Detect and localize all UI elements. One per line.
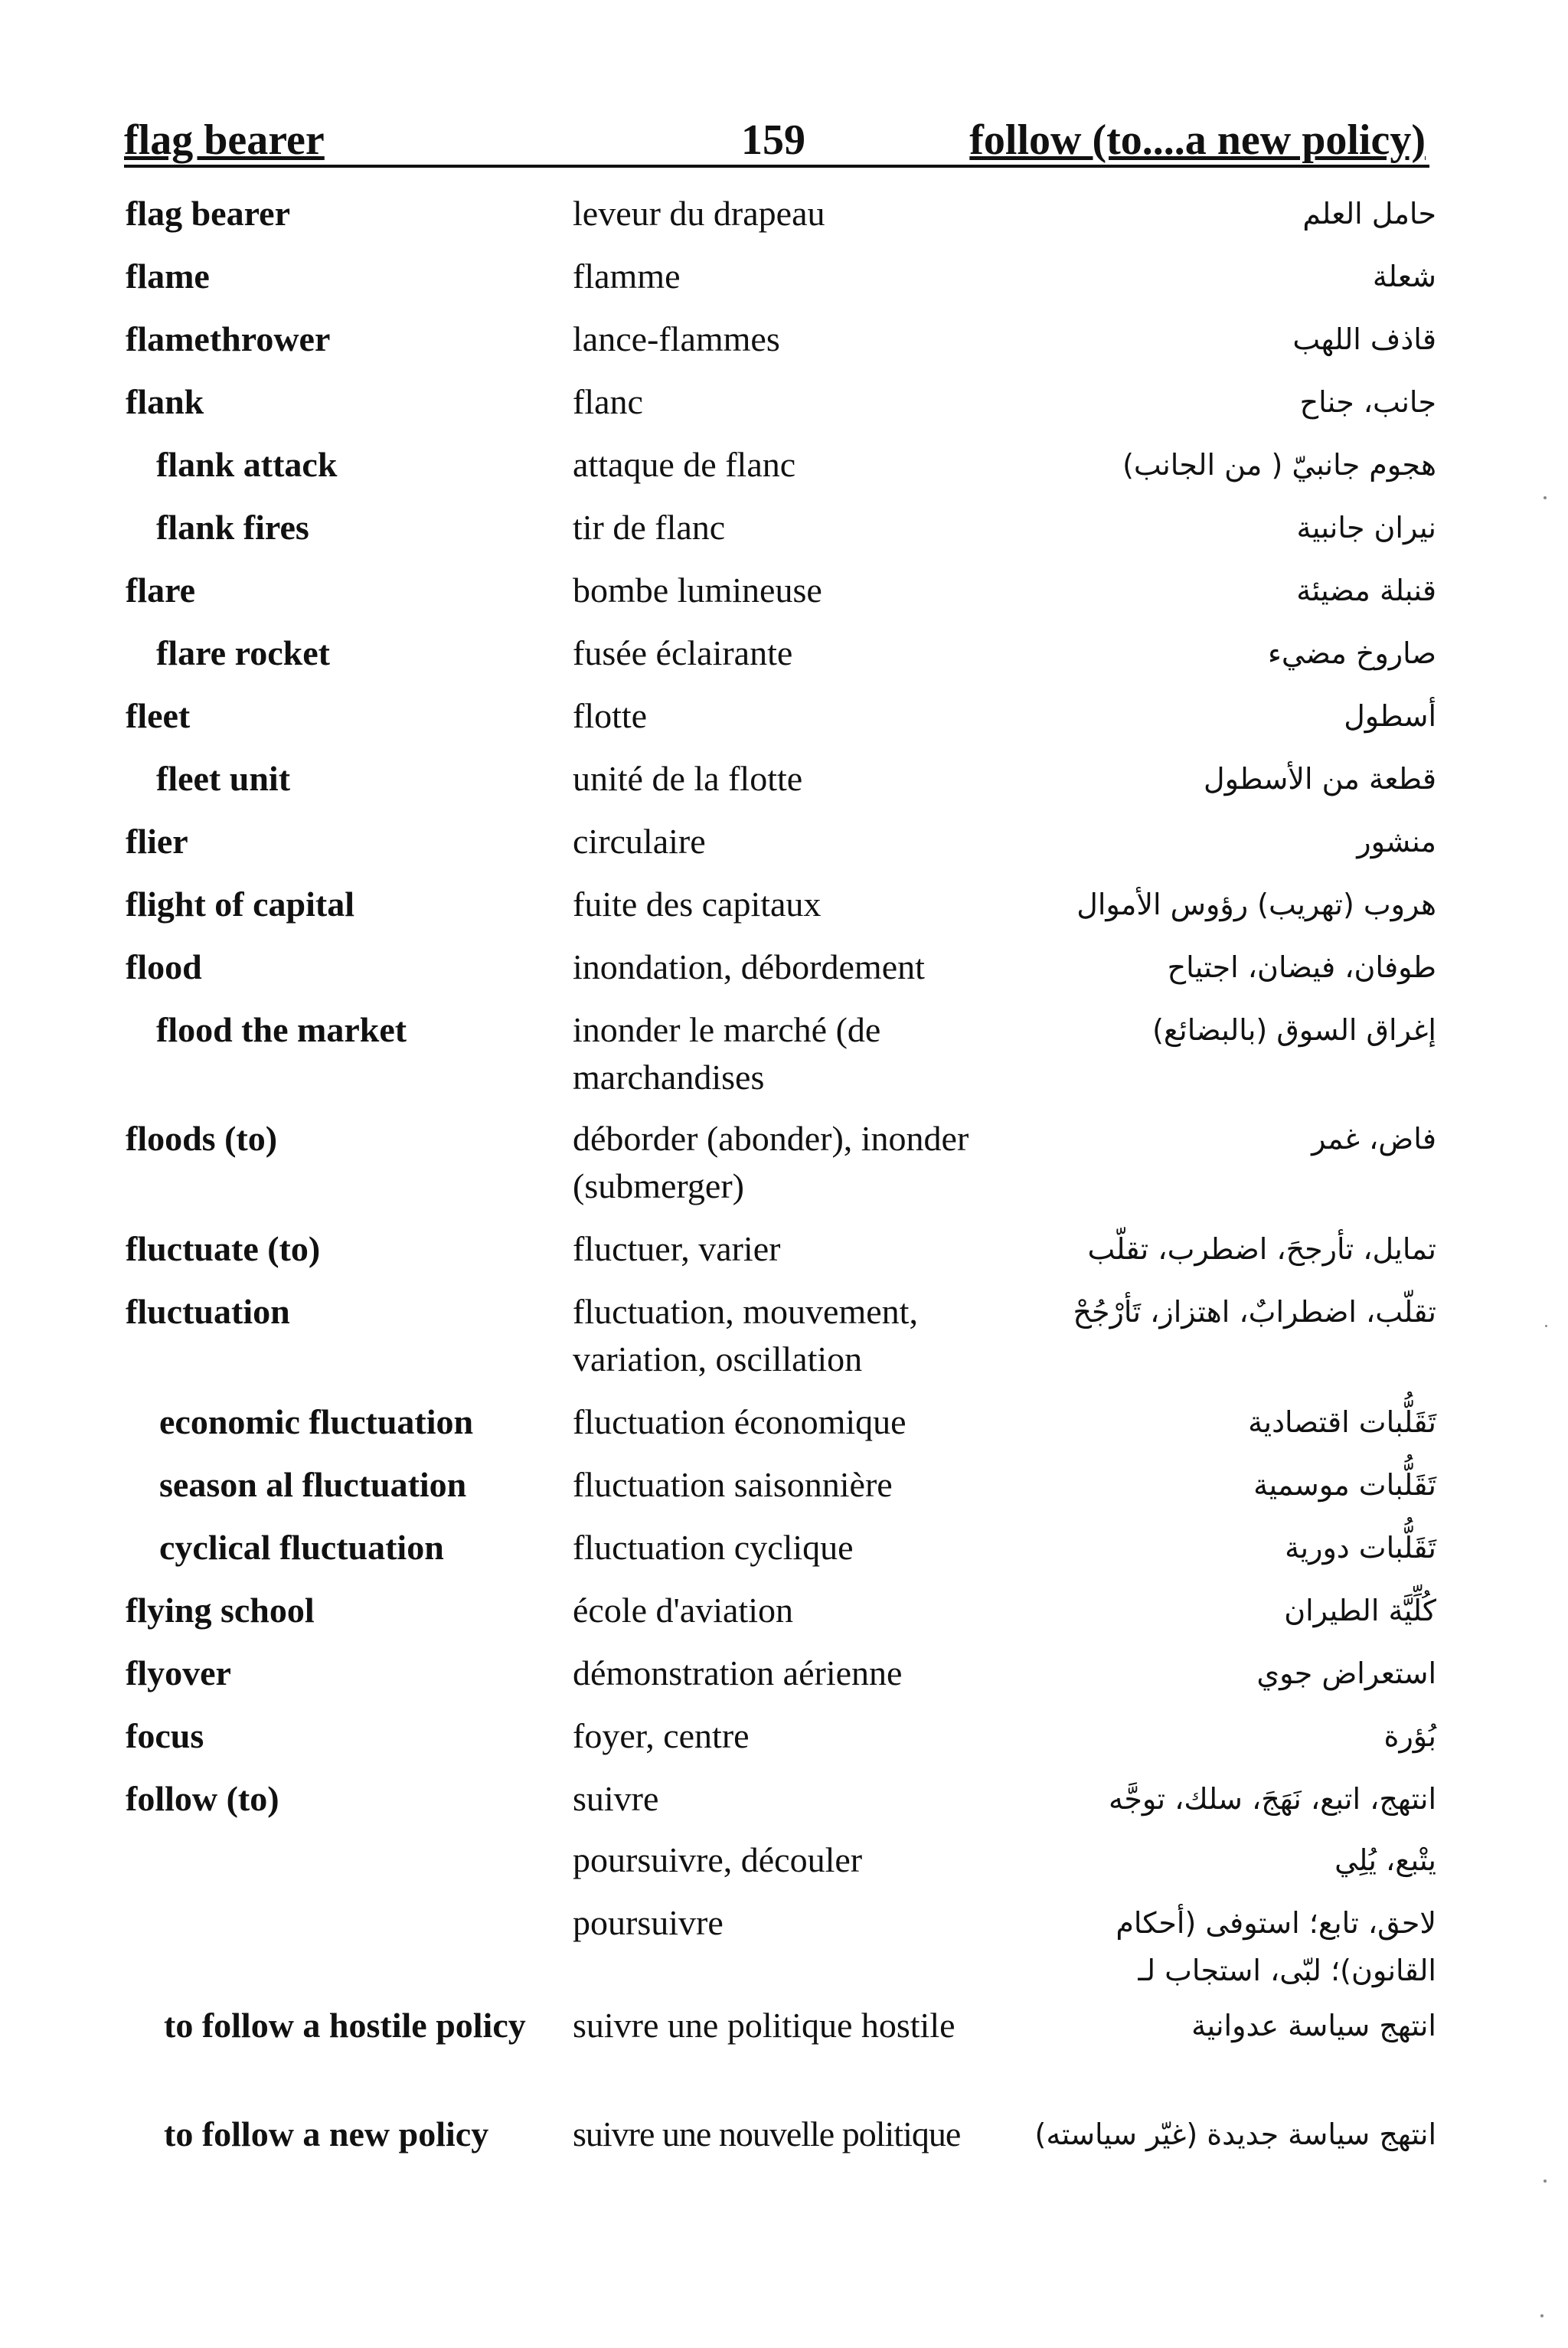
entry-arabic: تَقَلُّبات دورية xyxy=(1285,1531,1436,1565)
entry-english: fluctuate (to) xyxy=(126,1229,321,1268)
entry-french: suivre une nouvelle politique xyxy=(573,2114,961,2153)
entry-french: école d'aviation xyxy=(573,1591,793,1630)
entry-arabic: هروب (تهريب) رؤوس الأموال xyxy=(1076,888,1436,921)
entry-french: flamme xyxy=(573,257,681,296)
entry-english: flank fires xyxy=(156,508,309,547)
entry-french: suivre une politique hostile xyxy=(573,2006,956,2045)
entry-arabic: جانب، جناح xyxy=(1299,385,1436,419)
entry-english: flag bearer xyxy=(126,194,291,233)
entry-arabic: تقلّب، اضطرابٌ، اهتزاز، تَأرْجُحْ xyxy=(1073,1295,1436,1329)
entry-arabic: كُلِّيَّة الطيران xyxy=(1284,1594,1436,1627)
entry-english: flank xyxy=(126,382,204,421)
entry-french: fluctuation, mouvement, variation, oscillation xyxy=(573,1292,918,1378)
entry-french: foyer, centre xyxy=(573,1716,750,1755)
entry-french: lance-flammes xyxy=(573,319,780,358)
entry-french: déborder (abonder), inonder (submerger) xyxy=(573,1119,969,1205)
header-rule xyxy=(124,165,1429,168)
entry-french: circulaire xyxy=(573,822,706,861)
entry-arabic: صاروخ مضيء xyxy=(1267,636,1436,670)
entry-arabic: انتهج سياسة عدوانية xyxy=(1191,2009,1436,2042)
page-header xyxy=(124,113,1426,167)
entry-french: poursuivre, découler xyxy=(573,1840,863,1879)
entry-english: to follow a new policy xyxy=(164,2114,489,2153)
entry-english: to follow a hostile policy xyxy=(164,2006,526,2045)
entry-english: follow (to) xyxy=(126,1779,279,1818)
entry-arabic: بُؤرة xyxy=(1383,1719,1436,1753)
entry-french: fuite des capitaux xyxy=(573,885,822,924)
entry-arabic: انتهج، اتبع، نَهَجَ، سلك، توجَّه xyxy=(1109,1782,1436,1816)
entry-arabic: قنبلة مضيئة xyxy=(1296,574,1436,607)
entry-french: flanc xyxy=(573,382,643,421)
entry-french: fluctuation économique xyxy=(573,1402,906,1441)
entry-french: bombe lumineuse xyxy=(573,571,822,610)
entry-english: fleet xyxy=(126,696,191,735)
entry-french: leveur du drapeau xyxy=(573,194,825,233)
entry-arabic: حامل العلم xyxy=(1302,197,1436,231)
entry-french: fluctuer, varier xyxy=(573,1229,781,1268)
entry-french: démonstration aérienne xyxy=(573,1653,903,1692)
entry-english: flight of capital xyxy=(126,885,354,924)
entry-english: flare xyxy=(126,571,196,610)
entry-french: attaque de flanc xyxy=(573,445,796,484)
entry-english: cyclical fluctuation xyxy=(159,1528,444,1567)
entry-arabic: لاحق، تابع؛ استوفى (أحكام القانون)؛ لبّى، استجاب لـ xyxy=(1116,1906,1436,1987)
entry-english: floods (to) xyxy=(126,1119,278,1158)
entry-arabic: تَقَلُّبات موسمية xyxy=(1253,1468,1436,1502)
entry-english: flamethrower xyxy=(126,319,331,358)
entry-arabic: قطعة من الأسطول xyxy=(1204,762,1436,796)
entry-english: flying school xyxy=(126,1591,315,1630)
entry-english: flier xyxy=(126,822,188,861)
scan-speck xyxy=(1544,2180,1547,2183)
entry-english: flame xyxy=(126,257,210,296)
entry-french: unité de la flotte xyxy=(573,759,803,798)
entry-french: fluctuation saisonnière xyxy=(573,1465,893,1504)
entry-english: flare rocket xyxy=(156,633,330,672)
entry-arabic: انتهج سياسة جديدة (غيّر سياسته) xyxy=(1034,2117,1436,2151)
entry-english: flyover xyxy=(126,1653,231,1692)
entry-arabic: منشور xyxy=(1357,825,1436,858)
entry-english: fluctuation xyxy=(126,1292,290,1331)
entry-arabic: أسطول xyxy=(1344,699,1436,733)
entry-french: suivre xyxy=(573,1779,659,1818)
entry-english: flank attack xyxy=(156,445,338,484)
entry-arabic: شعلة xyxy=(1372,260,1436,293)
header-last-entry: follow (to....a new policy) xyxy=(969,116,1426,164)
entry-english: flood the market xyxy=(156,1010,407,1049)
header-first-entry: flag bearer xyxy=(124,116,325,164)
entry-english: season al fluctuation xyxy=(159,1465,467,1504)
entry-arabic: إغراق السوق (بالبضائع) xyxy=(1152,1013,1436,1047)
entry-arabic: طوفان، فيضان، اجتياح xyxy=(1167,950,1436,984)
entry-arabic: نيران جانبية xyxy=(1296,511,1436,544)
entry-french: fluctuation cyclique xyxy=(573,1528,854,1567)
entry-french: fusée éclairante xyxy=(573,633,793,672)
entry-french: poursuivre xyxy=(573,1903,724,1942)
scan-speck xyxy=(1544,496,1547,499)
scan-speck xyxy=(1545,1325,1547,1327)
entry-english: focus xyxy=(126,1716,204,1755)
entry-arabic: يتْبع، يُلِي xyxy=(1334,1843,1436,1877)
entry-french: flotte xyxy=(573,696,648,735)
entry-arabic: فاض، غمر xyxy=(1312,1122,1436,1156)
entry-arabic: هجوم جانبيّ ( من الجانب) xyxy=(1122,448,1436,482)
entry-english: economic fluctuation xyxy=(159,1402,474,1441)
entry-arabic: تمايل، تأرجحَ، اضطرب، تقلّب xyxy=(1087,1232,1436,1266)
scan-speck xyxy=(1540,2314,1544,2317)
entry-arabic: استعراض جوي xyxy=(1256,1656,1436,1690)
entry-english: fleet unit xyxy=(156,759,291,798)
entry-french: tir de flanc xyxy=(573,508,726,547)
entry-french: inonder le marché (de marchandises xyxy=(573,1010,881,1097)
entry-french: inondation, débordement xyxy=(573,947,925,986)
entry-english: flood xyxy=(126,947,202,986)
page-number: 159 xyxy=(741,116,805,164)
entry-arabic: تَقَلُّبات اقتصادية xyxy=(1248,1405,1436,1439)
entry-arabic: قاذف اللهب xyxy=(1292,322,1436,356)
